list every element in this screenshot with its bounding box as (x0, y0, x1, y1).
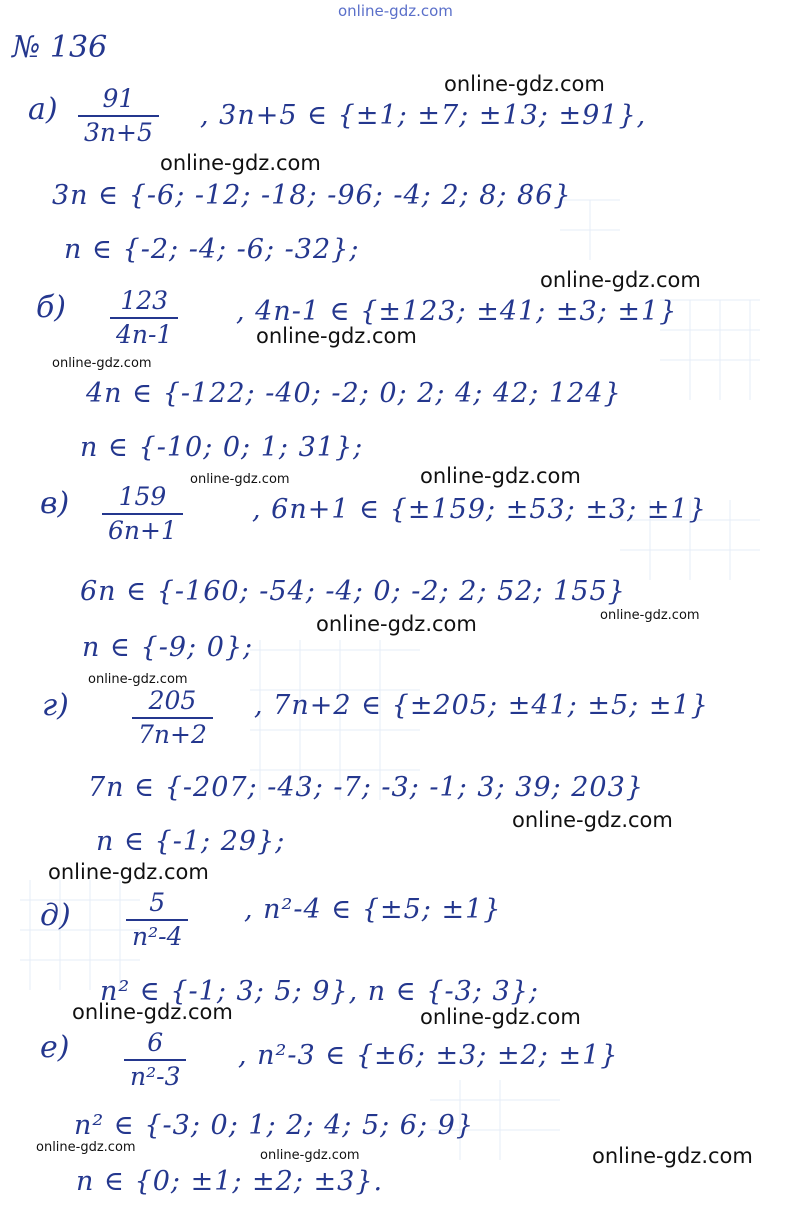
part-d-numerator: 205 (148, 686, 197, 715)
fraction-bar (126, 919, 188, 921)
watermark: online-gdz.com (592, 1144, 753, 1168)
watermark: online-gdz.com (512, 808, 673, 832)
part-f-numerator: 6 (147, 1028, 164, 1057)
fraction-bar (124, 1059, 186, 1061)
watermark: online-gdz.com (444, 72, 605, 96)
watermark: online-gdz.com (540, 268, 701, 292)
part-b-denominator: 4n-1 (116, 320, 173, 349)
part-e-condition: , n²-4 ∈ {±5; ±1} (244, 894, 502, 925)
watermark: online-gdz.com (420, 1005, 581, 1029)
part-a-condition: , 3n+5 ∈ {±1; ±7; ±13; ±91}, (200, 100, 647, 131)
part-c-step-2: n ∈ {-9; 0}; (82, 632, 254, 663)
part-b-condition: , 4n-1 ∈ {±123; ±41; ±3; ±1} (236, 296, 678, 327)
part-b-fraction (110, 286, 178, 350)
watermark: online-gdz.com (52, 356, 152, 371)
part-e-label: д) (40, 898, 71, 933)
part-f-step-2: n ∈ {0; ±1; ±2; ±3}. (76, 1166, 384, 1197)
part-a-step-1: 3n ∈ {-6; -12; -18; -96; -4; 2; 8; 86} (52, 180, 572, 211)
watermark: online-gdz.com (420, 464, 581, 488)
part-a-fraction (78, 84, 159, 148)
part-e-fraction (126, 888, 188, 952)
part-a-numerator: 91 (102, 84, 135, 113)
watermark-top: online-gdz.com (338, 2, 453, 20)
fraction-bar (78, 115, 159, 117)
fraction-bar (110, 317, 178, 319)
part-d-label: г) (42, 688, 69, 723)
part-a-step-2: n ∈ {-2; -4; -6; -32}; (64, 234, 360, 265)
watermark: online-gdz.com (256, 324, 417, 348)
part-d-step-2: n ∈ {-1; 29}; (96, 826, 286, 857)
part-f-denominator: n²-3 (130, 1062, 181, 1091)
part-c-fraction (102, 482, 183, 546)
part-d-step-1: 7n ∈ {-207; -43; -7; -3; -1; 3; 39; 203} (88, 772, 644, 803)
part-d-fraction (132, 686, 213, 750)
part-b-numerator: 123 (120, 286, 169, 315)
part-c-step-1: 6n ∈ {-160; -54; -4; 0; -2; 2; 52; 155} (80, 576, 626, 607)
part-f-fraction (124, 1028, 186, 1092)
part-c-label: в) (40, 486, 70, 521)
part-f-condition: , n²-3 ∈ {±6; ±3; ±2; ±1} (238, 1040, 619, 1071)
watermark: online-gdz.com (36, 1140, 136, 1155)
part-b-step-2: n ∈ {-10; 0; 1; 31}; (80, 432, 364, 463)
part-f-step-1: n² ∈ {-3; 0; 1; 2; 4; 5; 6; 9} (74, 1110, 475, 1141)
part-e-denominator: n²-4 (132, 922, 183, 951)
fraction-bar (102, 513, 183, 515)
part-a-label: а) (28, 92, 58, 127)
part-c-condition: , 6n+1 ∈ {±159; ±53; ±3; ±1} (252, 494, 707, 525)
part-e-step-1: n² ∈ {-1; 3; 5; 9}, n ∈ {-3; 3}; (100, 976, 539, 1007)
part-b-step-1: 4n ∈ {-122; -40; -2; 0; 2; 4; 42; 124} (86, 378, 622, 409)
watermark: online-gdz.com (600, 608, 700, 623)
watermark: online-gdz.com (260, 1148, 360, 1163)
part-d-condition: , 7n+2 ∈ {±205; ±41; ±5; ±1} (254, 690, 709, 721)
part-f-label: е) (40, 1030, 70, 1065)
part-a-denominator: 3n+5 (84, 118, 153, 147)
part-b-label: б) (36, 290, 67, 325)
watermark: online-gdz.com (48, 860, 209, 884)
part-c-numerator: 159 (118, 482, 167, 511)
part-c-denominator: 6n+1 (108, 516, 177, 545)
part-e-numerator: 5 (149, 888, 166, 917)
watermark: online-gdz.com (190, 472, 290, 487)
watermark: online-gdz.com (160, 151, 321, 175)
watermark: online-gdz.com (72, 1000, 233, 1024)
watermark: online-gdz.com (316, 612, 477, 636)
watermark: online-gdz.com (88, 672, 188, 687)
problem-number: № 136 (12, 30, 108, 65)
fraction-bar (132, 717, 213, 719)
part-d-denominator: 7n+2 (138, 720, 207, 749)
